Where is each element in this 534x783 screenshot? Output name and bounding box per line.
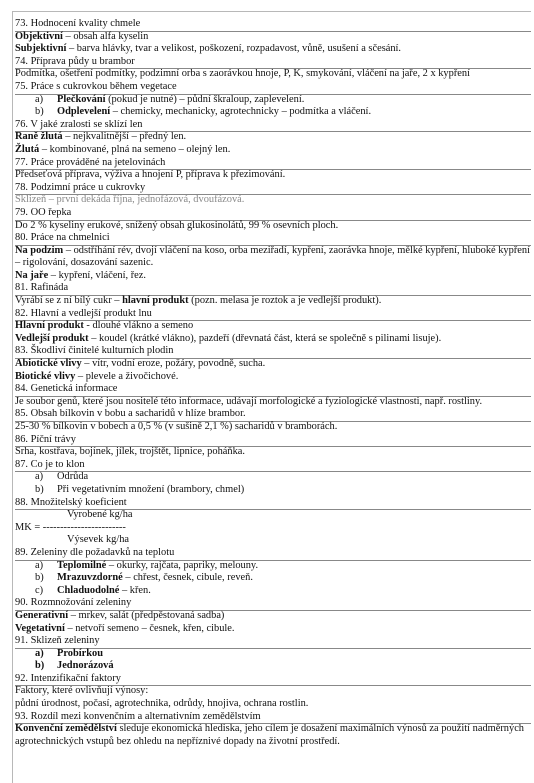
text-line: Subjektivní – barva hlávky, tvar a velikost, poškození, rozpadavost, vůně, usušení a sčesání. [15,43,402,55]
formula-line: MK = ------------------------ [15,521,126,533]
text-line: Sklizeň – první dekáda října, jednofázová, dvoufázová. [15,194,245,206]
section-heading: 74. Příprava půdy u brambor [15,56,531,70]
section-heading: 93. Rozdíl mezi konvenčním a alternativním zemědělstvím [15,711,531,725]
section-heading: 86. Píční trávy [15,434,531,448]
text-line: Vegetativní – netvoří semeno – česnek, křen, cibule. [15,622,235,634]
section-heading: 90. Rozmnožování zeleniny [15,597,531,611]
text-paragraph: Na podzim – odstříhání rév, dvojí vláčení na koso, orba meziřadí, kypření, zaorávka hnoje, mělké kypření, hluboké kypření – rigolování, dosazování sazenic. [15,244,530,269]
text-line: Do 2 % kyseliny erukové, snížený obsah glukosinolátů, 99 % osevních ploch. [15,219,339,231]
formula-denominator: Výsevek kg/ha [67,534,130,546]
text-line: Hlavní produkt - dlouhé vlákno a semeno [15,320,194,332]
section-heading: 87. Co je to klon [15,459,531,473]
section-heading: 75. Práce s cukrovkou během vegetace [15,81,531,95]
text-line: Raně žlutá – nejkvalitnější – předný len. [15,131,187,143]
list-item: a) Plečkování (pokud je nutné) – půdní škraloup, zaplevelení. [35,93,305,105]
section-heading: 92. Intenzifikační faktory [15,673,531,687]
text-line: Generativní – mrkev, salát (předpěstovaná sadba) [15,609,225,621]
list-item: b) Odplevelení – chemicky, mechanicky, agrotechnicky – podmítka a vláčení. [35,106,372,118]
document-page [12,11,531,783]
text-line: Vyrábí se z ní bílý cukr – hlavní produkt (pozn. melasa je roztok a je vedlejší produkt). [15,295,382,307]
section-heading: 82. Hlavní a vedlejší produkt lnu [15,308,531,322]
text-paragraph: Konvenční zemědělství sleduje ekonomická hlediska, jeho cílem je dosažení maximálních výnosů za použití nadměrných agrotechnických vstupů bez ohledu na nepříznivé dopady na životní prostředí. [15,723,525,747]
text-line: Srha, kostřava, bojínek, jílek, trojštět, lipnice, poháňka. [15,446,245,458]
section-heading: 76. V jaké zralosti se sklízí len [15,119,531,133]
section-heading: 81. Rafináda [15,282,531,296]
section-heading: 78. Podzimní práce u cukrovky [15,182,531,196]
formula-numerator: Vyrobené kg/ha [67,509,133,521]
list-item: a) Teplomilné – okurky, rajčata, papriky, melouny. [35,559,259,571]
text-line: Je soubor genů, které jsou nositelé této informace, udávají morfologické a fyziologické vlastnosti, např. rostliny. [15,395,483,407]
text-line: Podmítka, ošetření podmítky, podzimní orba s zaorávkou hnoje, P, K, smykování, vláčení na jaře, 2 x kypření [15,68,470,80]
section-heading: 83. Škodliví činitelé kulturních plodin [15,345,531,359]
section-heading: 91. Sklizeň zeleniny [15,635,531,649]
list-item: c) Chladuodolné – křen. [35,584,151,596]
text-line: Žlutá – kombinované, plná na semeno – olejný len. [15,143,231,155]
list-item: a) Odrůda [35,471,89,483]
text-line: 25-30 % bílkovin v bobech a 0,5 % (v sušině 2,1 %) sacharidů v bramborách. [15,421,338,432]
list-item: b) Při vegetativním množení (brambory, chmel) [35,483,245,495]
text-line: Předseťová příprava, výživa a hnojení P, příprava k přezimování. [15,169,286,181]
text-line: Na jaře – kypření, vláčení, řez. [15,269,146,281]
section-heading: 84. Genetická informace [15,383,531,397]
section-heading: 79. OO řepka [15,207,531,221]
section-heading: 88. Množitelský koeficient [15,497,531,511]
section-heading: 89. Zeleniny dle požadavků na teplotu [15,547,531,561]
section-heading: 85. Obsah bílkovin v bobu a sacharidů v hlíze brambor. [15,408,531,422]
list-item: b) Mrazuvzdorné – chřest, česnek, cibule, reveň. [35,572,253,584]
text-line: půdní úrodnost, počasí, agrotechnika, odrůdy, hnojiva, ochrana rostlin. [15,698,309,710]
list-item: b) Jednorázová [35,660,114,672]
text-line: Biotické vlivy – plevele a živočichové. [15,370,179,382]
text-line: Vedlejší produkt – koudel (krátké vlákno), pazdeří (dřevnatá část, která se společně s pilinami lisuje). [15,332,442,344]
text-line: Abiotické vlivy – vítr, vodní eroze, požáry, povodně, sucha. [15,358,266,370]
list-item: a) Probírkou [35,647,103,659]
section-heading: 73. Hodnocení kvality chmele [15,18,531,32]
section-heading: 77. Práce prováděné na jetelovinách [15,157,531,171]
text-line: Objektivní – obsah alfa kyselin [15,30,149,42]
section-heading: 80. Práce na chmelnici [15,232,531,246]
text-line: Faktory, které ovlivňují výnosy: [15,685,149,697]
